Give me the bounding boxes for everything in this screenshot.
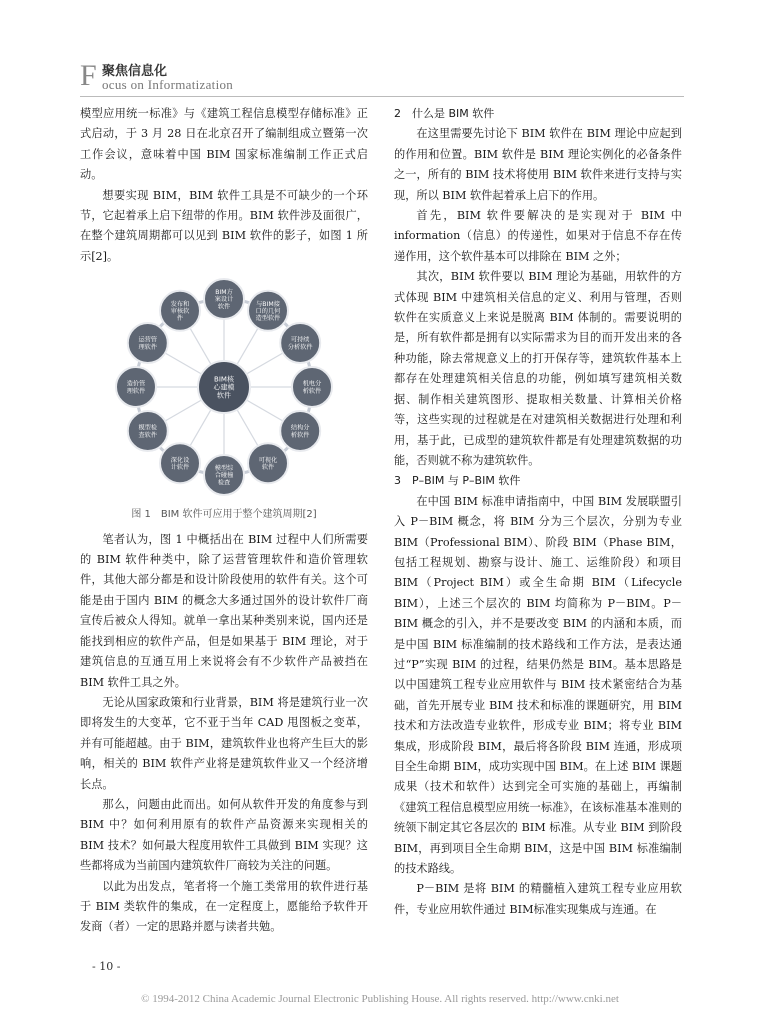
section-heading-2: 2 什么是 BIM 软件 xyxy=(394,107,495,120)
diagram-connector xyxy=(190,328,211,364)
software-node-label: 与BIM接口的几何造型软件 xyxy=(255,301,281,323)
journal-header xyxy=(80,58,680,98)
diagram-connector xyxy=(247,400,283,421)
software-node-label: 可持续分析软件 xyxy=(287,336,313,352)
core-modeling-label: BIM核心建模软件 xyxy=(213,375,235,400)
header-divider xyxy=(80,96,684,97)
right-column xyxy=(394,104,682,920)
diagram-connector xyxy=(165,400,201,421)
software-node-label: 运营管理软件 xyxy=(138,336,158,352)
diagram-connector xyxy=(247,353,283,374)
figure-bim-software-wheel xyxy=(80,271,368,503)
paragraph: 那么，问题由此而出。如何从软件开发的角度参与到 BIM 中？如何利用原有的软件产品资源来实现相关的 BIM 技术？如何最大程度用软件工具做到 BIM 实现？这些都将成为当前国内建筑软件厂商较为关注的问题。 xyxy=(80,797,368,873)
software-node-label: 模型检查软件 xyxy=(138,424,158,440)
software-node-label: 发布和审核软件 xyxy=(170,301,190,323)
paragraph: 想要实现 BIM，BIM 软件工具是不可缺少的一个环节，它起着承上启下纽带的作用。BIM 软件涉及面很广，在整个建筑周期都可以见到 BIM 软件的影子，如图 1 所示[2]。 xyxy=(80,188,368,263)
software-node-label: 模型综合碰撞检查 xyxy=(214,465,234,487)
paragraph: 无论从国家政策和行业背景，BIM 将是建筑行业一次即将发生的大变革，它不亚于当年 CAD 甩图板之变革，并有可能超越。由于 BIM，建筑软件业也将产生巨大的影响，相关的 BIM 软件产业将是建筑软件业又一个经济增长点。 xyxy=(80,695,368,791)
column-title-cn: 聚焦信息化 xyxy=(102,64,168,79)
software-node-label: 深化设计软件 xyxy=(170,457,190,472)
left-column xyxy=(80,104,368,938)
paragraph: 模型应用统一标准》与《建筑工程信息模型存储标准》正式启动，于 3 月 28 日在北京召开了编制组成立暨第一次工作会议，意味着中国 BIM 国家标准编制工作正式启动。 xyxy=(80,107,368,182)
section-heading-3: 3 P–BIM 与 P–BIM 软件 xyxy=(394,474,521,488)
header-initial-letter: F xyxy=(80,59,97,92)
paragraph: 首先，BIM 软件要解决的是实现对于 BIM 中 information（信息）的传递性，如果对于信息不存在传递作用，这个软件基本可以排除在 BIM 之外； xyxy=(394,209,682,263)
paragraph: 以此为出发点，笔者将一个施工类常用的软件进行基于 BIM 类软件的集成，在一定程度上，愿能给予软件开发商（者）一定的思路并愿与读者共勉。 xyxy=(80,879,368,934)
software-node-label: BIM方案设计软件 xyxy=(214,289,234,311)
page-number: - 10 - xyxy=(92,960,121,973)
software-node-label: 结构分析软件 xyxy=(290,424,310,440)
column-title-en: ocus on Informatization xyxy=(102,77,234,92)
copyright-footer: © 1994-2012 China Academic Journal Electronic Publishing House. All rights reserved. http://www.cnki.net xyxy=(141,993,619,1005)
software-node-label: 可视化软件 xyxy=(258,457,278,472)
software-node-label: 造价管理软件 xyxy=(126,380,146,396)
paragraph: 在中国 BIM 标准申请指南中，中国 BIM 发展联盟引入 P－BIM 概念，将 BIM 分为三个层次，分别为专业 BIM（Professional BIM）、阶段 BIM（Phase BIM，包括工程规划、勘察与设计、施工、运维阶段）和项目 BIM（Project BIM）或全生命期 BIM（Lifecycle BIM），上述三个层次的 BIM 均简称为 P－BIM。P－BIM 概念的引入，并不是要改变 BIM 的内涵和本质，而是中国 BIM 标准编制的技术路线和工作方法，是表达通过“P”实现 BIM 的过程，结果仍然是 BIM。基本思路是以中国建筑工程专业应用软件与 BIM 技术紧密结合为基础，首先开展专业 BIM 技术和标准的课题研究，用 BIM 技术和方法改造专业软件，形成专业 BIM；将专业 BIM 集成，形成阶段 BIM，最后将各阶段 BIM 连通，形成项目全生命期 BIM，成功实现中国 BIM。在上述 BIM 课题成果（技术和软件）达到完全可实施的基础上，再编制《建筑工程信息模型应用统一标准》，在该标准基本准则的统领下制定其它各层次的 BIM 标准。从专业 BIM 到阶段 BIM，再到项目全生命期 BIM，这是中国 BIM 标准编制的技术路线。 xyxy=(394,494,682,876)
paragraph: 笔者认为，图 1 中概括出在 BIM 过程中人们所需要的 BIM 软件种类中，除了运营管理软件和造价管理软件，其他大部分都是和设计阶段使用的软件有关。这个可能是由于国内 BIM 的概念大多通过国外的设计软件厂商宣传后被众人得知。就单一拿出某种类别来说，国内还是能找到相应的软件产品，但是如果基于 BIM 理论，对于建筑信息的互通互用上来说将会有不少软件产品被挡在 BIM 软件工具之外。 xyxy=(80,532,368,689)
paragraph: P－BIM 是将 BIM 的精髓植入建筑工程专业应用软件，专业应用软件通过 BIM标准实现集成与连通。在 xyxy=(394,882,682,916)
diagram-connector xyxy=(237,328,258,364)
paragraph: 在这里需要先讨论下 BIM 软件在 BIM 理论中应起到的作用和位置。BIM 软件是 BIM 理论实例化的必备条件之一，所有的 BIM 技术将使用 BIM 软件来进行支持与实现，所以 BIM 软件起着承上启下的作用。 xyxy=(394,127,682,202)
software-node-label: 机电分析软件 xyxy=(302,380,322,396)
diagram-connector xyxy=(165,353,201,374)
diagram-connector xyxy=(190,410,211,446)
bim-software-diagram xyxy=(80,271,368,503)
diagram-connector xyxy=(237,410,258,446)
figure-caption: 图 1 BIM 软件可应用于整个建筑周期[2] xyxy=(131,509,317,521)
paragraph: 其次，BIM 软件要以 BIM 理论为基础，用软件的方式体现 BIM 中建筑相关信息的定义、利用与管理，否则软件在实质意义上来说是脱离 BIM 体制的。需要说明的是，所有软件都是拥有以实际需求为目的而开发出来的各种功能，除去常规意义上的打开保存等，建筑软件基本上都存在处理建筑相关信息的功能，例如填写建筑相关数据、制作相关建筑图形、提取相关数量、计算相关价格等，这些实现的过程就是在对建筑相关数据进行处理和利用，基于此，已成型的建筑软件都是有处理建筑数据的功能，否则就不称为建筑软件。 xyxy=(394,270,682,467)
